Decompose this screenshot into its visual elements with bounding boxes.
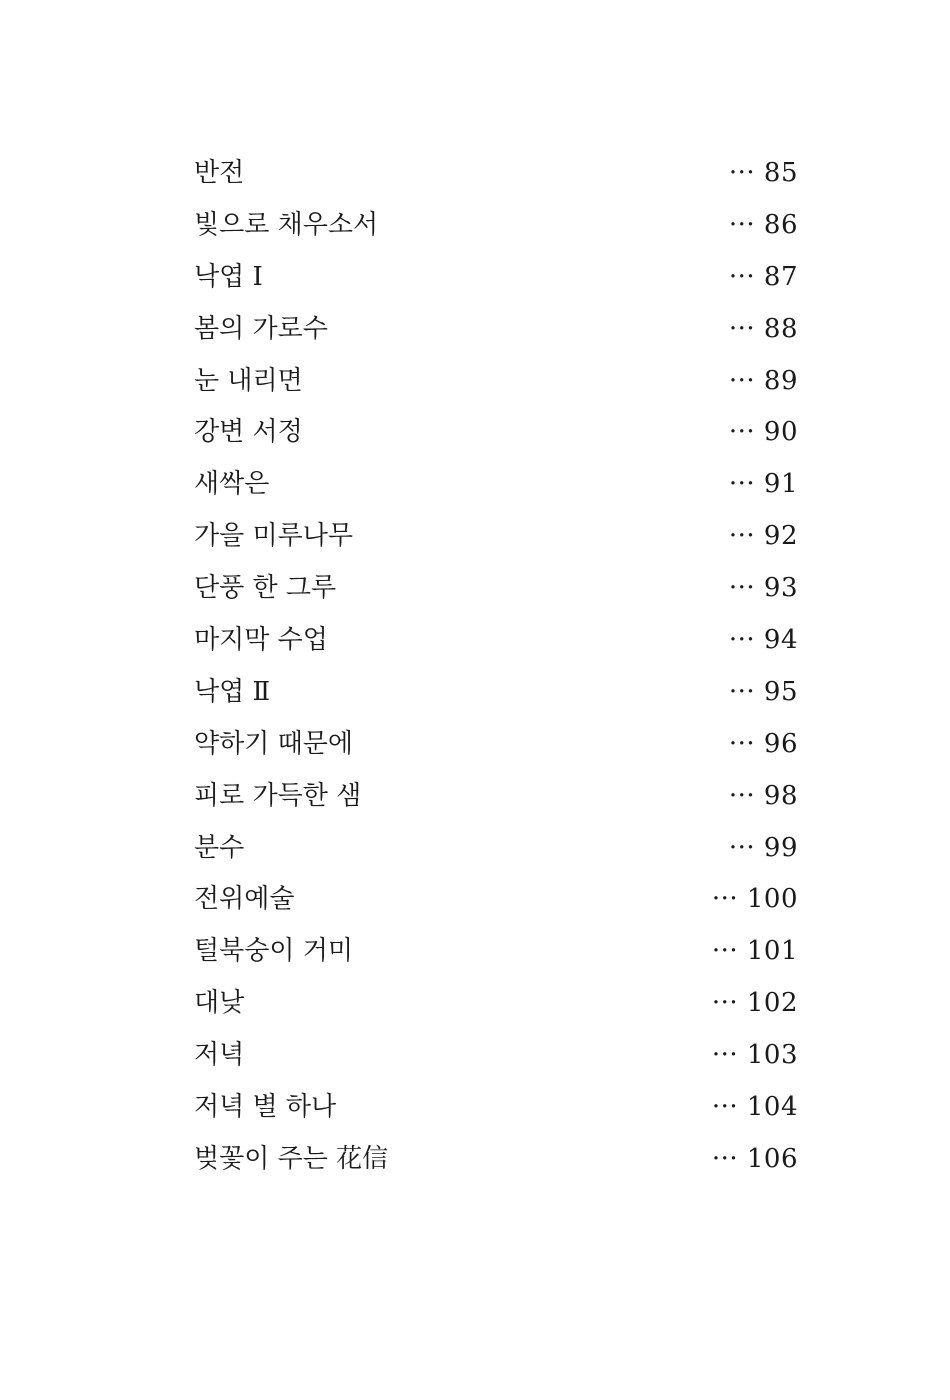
toc-entry xyxy=(194,1082,798,1134)
toc-entry xyxy=(194,459,798,511)
toc-entry xyxy=(194,667,798,719)
toc-entry xyxy=(194,719,798,771)
toc-entry-page: ··· 100 xyxy=(711,884,798,915)
toc-entry-title: 저녁 xyxy=(194,1040,245,1071)
toc-entry-title: 대낮 xyxy=(194,988,245,1019)
toc-entry-title: 약하기 때문에 xyxy=(194,728,353,759)
toc-entry xyxy=(194,978,798,1030)
toc-entry-page: ··· 94 xyxy=(728,625,798,656)
toc-entry-page: ··· 103 xyxy=(711,1040,798,1071)
toc-entry xyxy=(194,356,798,408)
toc-entry-page: ··· 106 xyxy=(711,1143,798,1174)
toc-entry-page: ··· 89 xyxy=(728,365,798,396)
toc-entry-page: ··· 85 xyxy=(728,158,798,188)
toc-entry-page: ··· 104 xyxy=(711,1092,798,1123)
toc-entry-page: ··· 93 xyxy=(728,573,798,604)
toc-entry-title: 분수 xyxy=(194,832,245,863)
toc-entry-title: 마지막 수업 xyxy=(194,625,328,656)
toc-entry xyxy=(194,926,798,978)
toc-entry-title: 강변 서정 xyxy=(194,417,303,448)
toc-entry-page: ··· 86 xyxy=(728,209,798,240)
toc-entry-page: ··· 87 xyxy=(728,261,798,292)
toc-entry-title: 눈 내리면 xyxy=(194,365,303,396)
toc-entry xyxy=(194,771,798,823)
toc-entry xyxy=(194,511,798,563)
toc-entry xyxy=(194,615,798,667)
toc-entry-page: ··· 99 xyxy=(728,832,798,863)
toc-entry-title: 낙엽 Ⅰ xyxy=(194,261,263,292)
toc-entry xyxy=(194,1030,798,1082)
toc-entry-title: 털북숭이 거미 xyxy=(194,936,353,967)
toc-entry-title: 저녁 별 하나 xyxy=(194,1092,337,1123)
toc-entry xyxy=(194,148,798,200)
toc-entry-page: ··· 91 xyxy=(728,469,798,500)
toc-entry-title: 전위예술 xyxy=(194,884,295,915)
toc-entry-title: 반전 xyxy=(194,158,245,188)
toc-entry-page: ··· 101 xyxy=(711,936,798,967)
toc-entry-title: 벚꽃이 주는 花信 xyxy=(194,1143,389,1174)
toc-entry-title: 단풍 한 그루 xyxy=(194,573,337,604)
toc-entry xyxy=(194,252,798,304)
toc-entry-page: ··· 102 xyxy=(711,988,798,1019)
toc-entry-title: 봄의 가로수 xyxy=(194,313,328,344)
toc-entry xyxy=(194,1134,798,1186)
toc-entry xyxy=(194,823,798,875)
toc-entry-page: ··· 92 xyxy=(728,521,798,552)
toc-entry-title: 새싹은 xyxy=(194,469,270,500)
toc-entry-page: ··· 95 xyxy=(728,676,798,707)
toc-entry xyxy=(194,200,798,252)
toc-entry xyxy=(194,563,798,615)
toc-entry-page: ··· 90 xyxy=(728,417,798,448)
toc-entry-page: ··· 88 xyxy=(728,313,798,344)
toc-entry xyxy=(194,304,798,356)
toc-entry xyxy=(194,874,798,926)
toc-entry-title: 가을 미루나무 xyxy=(194,521,353,552)
toc-entry-title: 빛으로 채우소서 xyxy=(194,209,379,240)
toc-entry xyxy=(194,407,798,459)
toc-entry-title: 낙엽 Ⅱ xyxy=(194,676,271,707)
toc-entry-page: ··· 96 xyxy=(728,728,798,759)
table-of-contents xyxy=(194,148,798,1186)
toc-entry-page: ··· 98 xyxy=(728,780,798,811)
toc-entry-title: 피로 가득한 샘 xyxy=(194,780,362,811)
